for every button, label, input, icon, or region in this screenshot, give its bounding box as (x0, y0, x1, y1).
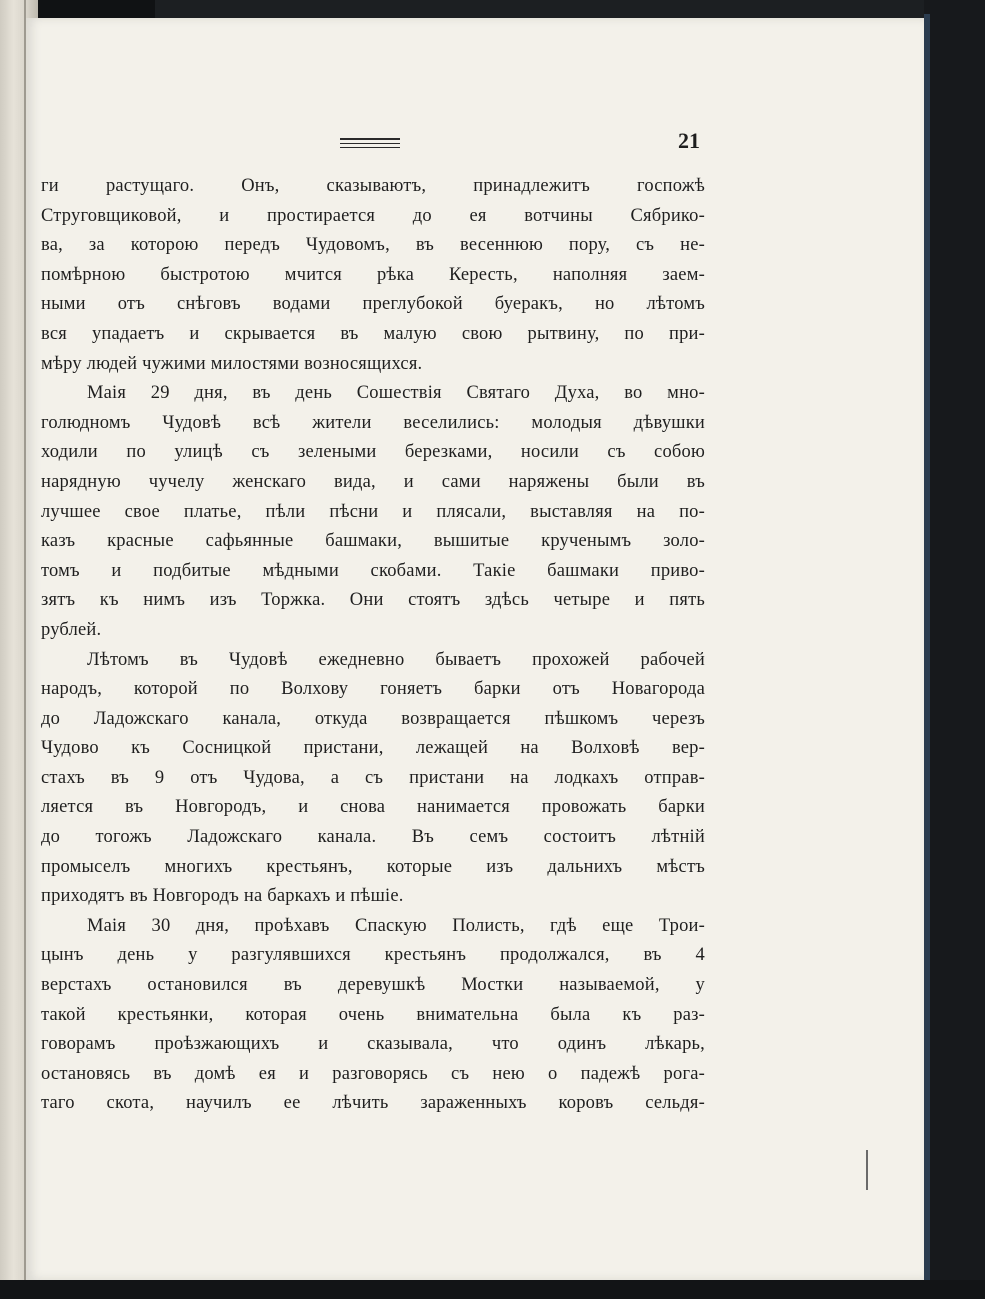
text-line: промыселъ многихъ крестьянъ, которые изъ дальнихъ мѣстъ (41, 856, 705, 877)
text-line: Чудово къ Сосницкой пристани, лежащей на Волховѣ вер- (41, 738, 705, 759)
text-line: стахъ въ 9 отъ Чудова, а съ пристани на лодкахъ отправ- (41, 767, 705, 788)
text-line: ги растущаго. Онъ, сказываютъ, принадлежитъ госпожѣ (41, 176, 705, 196)
paragraph (41, 646, 705, 912)
body-text (41, 172, 705, 1119)
text-line: казъ красные сафьянные башмаки, вышитые крученымъ золо- (41, 531, 705, 552)
paragraph (41, 172, 705, 379)
text-line: рублей. (41, 619, 102, 640)
scan-border-bottom (0, 1280, 985, 1299)
text-line: приходятъ въ Новгородъ на баркахъ и пѣшіе. (41, 886, 404, 907)
text-line: томъ и подбитые мѣдными скобами. Такіе башмаки приво- (41, 560, 705, 581)
text-line: Маія 30 дня, проѣхавъ Спаскую Полисть, гдѣ еще Трои- (87, 915, 705, 936)
text-line: лучшее свое платье, пѣли пѣсни и плясали, выставляя на по- (41, 501, 705, 522)
text-line: ными отъ снѣговъ водами преглубокой буеракъ, но лѣтомъ (41, 294, 705, 315)
paragraph (41, 379, 705, 645)
margin-pencil-mark (866, 1150, 874, 1190)
text-line: голюдномъ Чудовѣ всѣ жители веселились: молодыя дѣвушки (41, 412, 705, 433)
text-line: говорамъ проѣзжающихъ и сказывала, что одинъ лѣкарь, (41, 1034, 705, 1055)
text-line: ляется въ Новгородъ, и снова нанимается провожать барки (41, 797, 705, 818)
text-line: ва, за которою передъ Чудовомъ, въ весеннюю пору, съ не- (41, 235, 705, 256)
text-line: помѣрною быстротою мчится рѣка Кересть, наполняя заем- (41, 264, 705, 285)
text-line: Лѣтомъ въ Чудовѣ ежедневно бываетъ прохожей рабочей (87, 649, 705, 670)
text-line: до Ладожскаго канала, откуда возвращается пѣшкомъ черезъ (41, 708, 705, 729)
text-line: верстахъ остановился въ деревушкѣ Мостки называемой, у (41, 975, 705, 996)
paragraph (41, 912, 705, 1119)
text-line: такой крестьянки, которая очень внимательна была къ раз- (41, 1004, 705, 1025)
text-line: вся упадаетъ и скрывается въ малую свою рытвину, по при- (41, 323, 705, 344)
header-ornament-rule (340, 138, 400, 148)
text-line: ходили по улицѣ съ зелеными березками, носили съ собою (41, 442, 705, 463)
text-line: остановясь въ домѣ ея и разговорясь съ нею о падежѣ рога- (41, 1063, 705, 1084)
page-number: 21 (678, 128, 700, 153)
scan-border-right (924, 0, 985, 1299)
text-line: народъ, которой по Волхову гоняетъ барки отъ Новагорода (41, 679, 705, 700)
text-line: Маія 29 дня, въ день Сошествія Святаго Духа, во мно- (87, 383, 705, 404)
cover-edge (924, 14, 930, 1286)
text-line: до тогожъ Ладожскаго канала. Въ семъ состоитъ лѣтній (41, 827, 705, 848)
text-line: таго скота, научилъ ее лѣчить зараженныхъ коровъ сельдя- (41, 1093, 705, 1114)
text-line: нарядную чучелу женскаго вида, и сами наряжены были въ (41, 471, 705, 492)
text-line: цынъ день у разгулявшихся крестьянъ продолжался, въ 4 (41, 945, 705, 966)
text-line: мѣру людей чужими милостями возносящихся. (41, 353, 423, 374)
text-line: Струговщиковой, и простирается до ея вотчины Сябрико- (41, 205, 705, 226)
text-line: зятъ къ нимъ изъ Торжка. Они стоятъ здѣсь четыре и пять (41, 590, 705, 611)
